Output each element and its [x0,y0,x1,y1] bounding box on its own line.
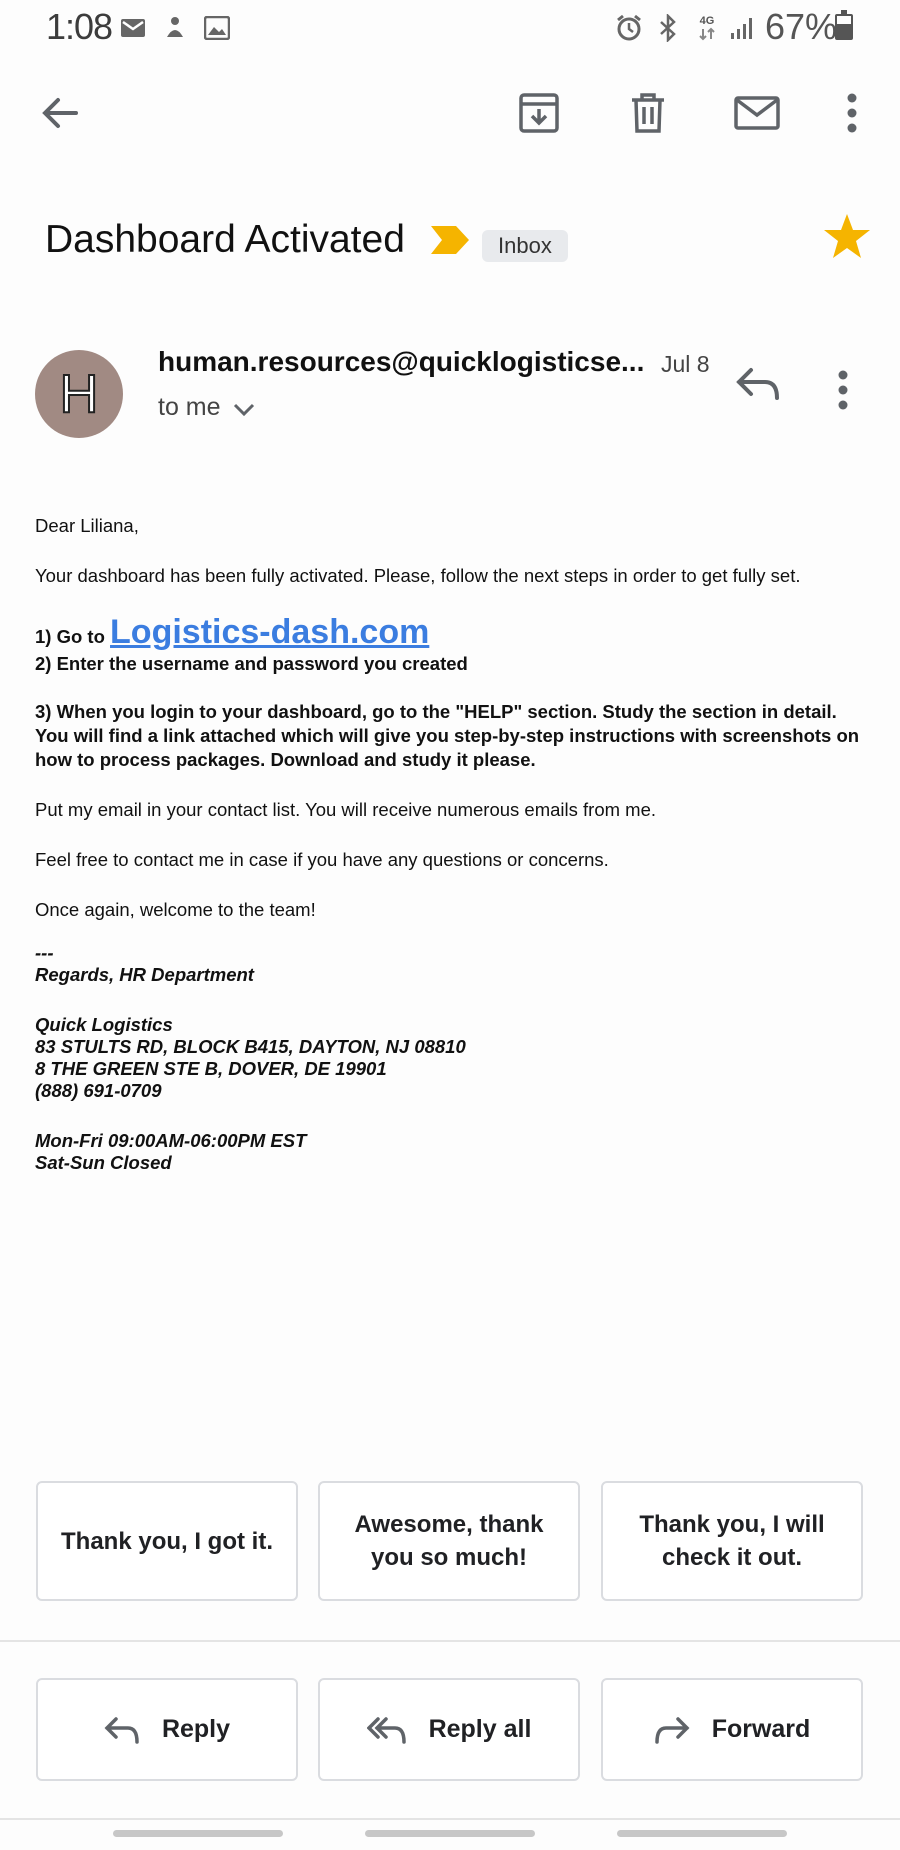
welcome-paragraph: Once again, welcome to the team! [35,899,316,920]
step-1-prefix: 1) Go to [35,626,111,647]
signature-dashes: --- [35,942,54,963]
star-icon[interactable] [822,212,872,265]
network-label: 4G [699,14,715,27]
back-button[interactable] [30,83,90,143]
reply-all-icon [367,1716,407,1744]
intro-paragraph: Your dashboard has been fully activated. Please, follow the next steps in order to get fully set. [35,565,801,586]
signature-address-1: 83 STULTS RD, BLOCK B415, DAYTON, NJ 08810 [35,1036,466,1057]
nav-back-button[interactable] [617,1830,787,1837]
battery-percent: 67% [765,6,838,47]
chevron-down-icon[interactable] [232,402,256,423]
step-3: 3) When you login to your dashboard, go to the "HELP" section. Study the section in detail. You will find a link attached which will give you step-by-step instructions with screenshots on how to process packages. Download and study it please. [35,701,860,770]
delete-button[interactable] [618,83,678,143]
sender-address: human.resources@quicklogisticse... [158,346,645,377]
4g-lte-icon [692,14,722,42]
contact-list-paragraph: Put my email in your contact list. You will receive numerous emails from me. [35,799,657,820]
mark-unread-button[interactable] [727,83,787,143]
forward-label: Forward [711,1715,811,1743]
reply-button[interactable] [36,1678,298,1781]
signal-icon [728,14,758,42]
reply-all-button[interactable] [318,1678,580,1781]
nav-recents-button[interactable] [113,1830,283,1837]
contact-me-paragraph: Feel free to contact me in case if you have any questions or concerns. [35,849,609,870]
archive-button[interactable] [509,83,569,143]
signature-phone: (888) 691-0709 [35,1080,162,1101]
alarm-icon [614,14,644,42]
signature-hours-weekday: Mon-Fri 09:00AM-06:00PM EST [35,1130,307,1151]
signature [35,942,865,1174]
smart-reply-2[interactable]: Awesome, thank you so much! [318,1481,580,1601]
signature-address-2: 8 THE GREEN STE B, DOVER, DE 19901 [35,1058,387,1079]
back-arrow-icon [40,95,80,131]
notification-icon [160,14,190,42]
more-options-button[interactable] [822,83,882,143]
step-1 [35,612,865,652]
forward-button[interactable] [601,1678,863,1781]
signature-hours-weekend: Sat-Sun Closed [35,1152,172,1173]
delete-icon [629,92,667,134]
email-body [35,514,865,1174]
status-time: 1:08 [46,6,113,47]
nav-home-button[interactable] [365,1830,535,1837]
archive-icon [518,92,560,134]
gallery-icon [202,14,232,42]
email-subject: Dashboard Activated [45,218,405,261]
dashboard-link[interactable]: Logistics-dash.com [110,613,430,651]
divider [0,1818,900,1820]
smart-reply-3[interactable]: Thank you, I will check it out. [601,1481,863,1601]
divider [0,1640,900,1642]
avatar[interactable] [35,350,123,438]
gmail-icon [118,14,148,42]
mark-unread-icon [734,96,780,130]
reply-icon [104,1716,140,1744]
more-vert-icon [847,93,857,133]
email-date: Jul 8 [661,351,710,377]
reply-icon[interactable] [735,366,781,407]
inbox-label-chip[interactable]: Inbox [482,230,568,262]
bluetooth-icon [653,14,683,42]
battery-icon [835,14,853,40]
smart-reply-1[interactable]: Thank you, I got it. [36,1481,298,1601]
avatar-initial: H [59,364,99,424]
message-more-icon[interactable] [838,370,848,415]
reply-all-label: Reply all [428,1715,532,1743]
recipient-label[interactable]: to me [158,393,221,421]
step-2: 2) Enter the username and password you created [35,653,468,674]
signature-regards: Regards, HR Department [35,964,254,985]
status-bar [0,0,900,56]
important-marker-icon[interactable] [430,225,470,260]
greeting: Dear Liliana, [35,515,139,536]
forward-icon [654,1716,690,1744]
signature-company: Quick Logistics [35,1014,173,1035]
reply-label: Reply [161,1715,231,1743]
